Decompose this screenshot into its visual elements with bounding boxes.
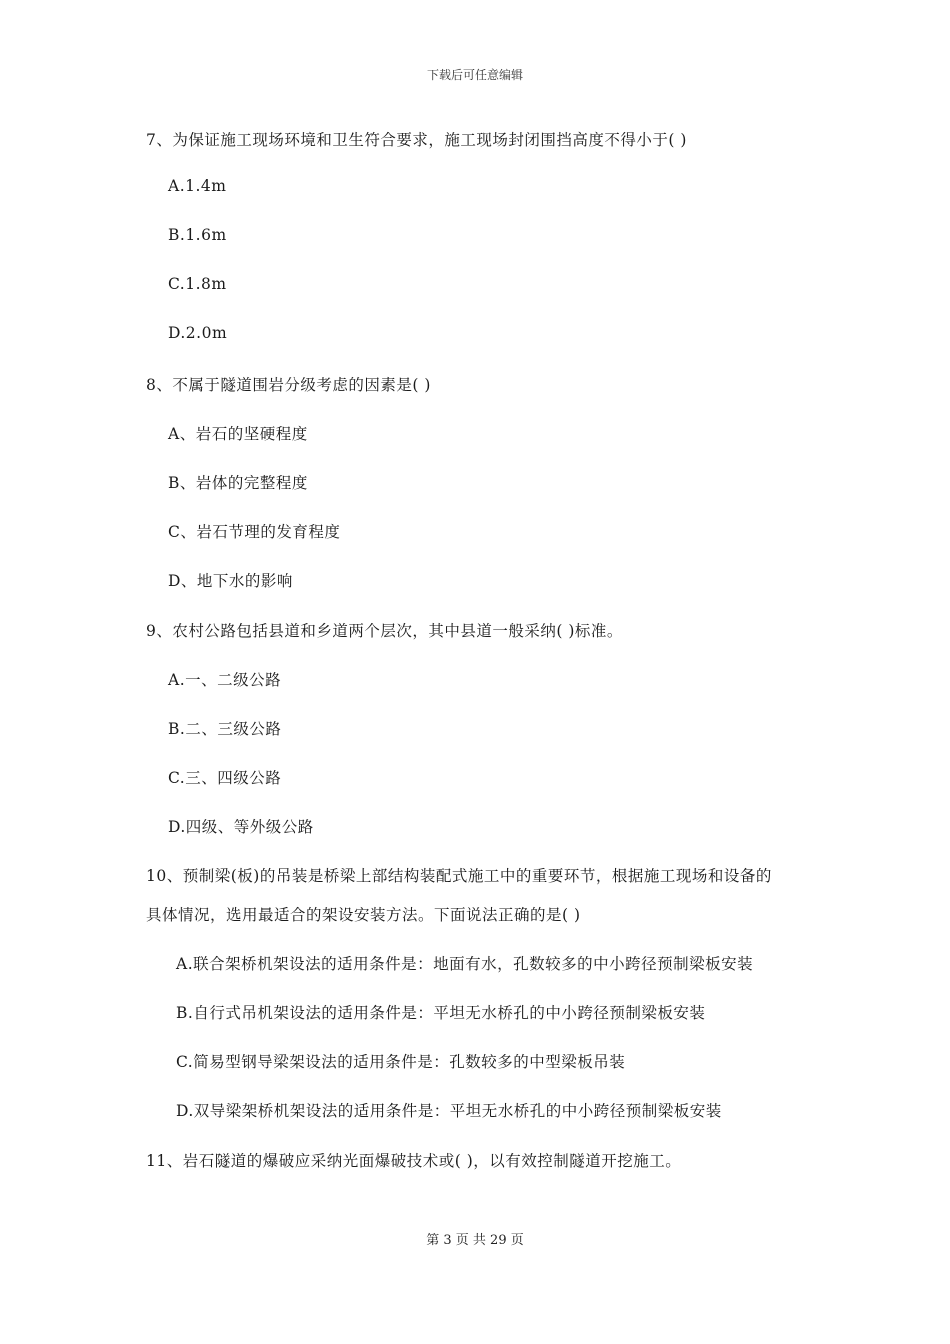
question-7-option-c: C.1.8m — [168, 275, 227, 293]
question-9-option-d: D.四级、等外级公路 — [168, 818, 314, 836]
question-10-option-b: B.自行式吊机架设法的适用条件是：平坦无水桥孔的中小跨径预制梁板安装 — [176, 1004, 706, 1022]
question-8-option-d: D、地下水的影响 — [168, 572, 293, 590]
question-11-stem: 11、岩石隧道的爆破应采纳光面爆破技术或( )，以有效控制隧道开挖施工。 — [146, 1152, 682, 1170]
question-10-stem-line-1: 10、预制梁(板)的吊装是桥梁上部结构装配式施工中的重要环节，根据施工现场和设备的 — [146, 867, 772, 885]
question-8-option-a: A、岩石的坚硬程度 — [168, 425, 308, 443]
question-10-stem-line-2: 具体情况，选用最适合的架设安装方法。下面说法正确的是( ) — [146, 906, 581, 924]
question-8-option-b: B、岩体的完整程度 — [168, 474, 308, 492]
question-7-option-d: D.2.0m — [168, 324, 228, 342]
question-8-stem: 8、不属于隧道围岩分级考虑的因素是( ) — [146, 376, 431, 394]
question-10-option-c: C.简易型钢导梁架设法的适用条件是：孔数较多的中型梁板吊装 — [176, 1053, 626, 1071]
question-9-option-c: C.三、四级公路 — [168, 769, 282, 787]
question-7-option-a: A.1.4m — [168, 177, 227, 195]
question-7-stem: 7、为保证施工现场环境和卫生符合要求，施工现场封闭围挡高度不得小于( ) — [146, 131, 687, 149]
question-10-option-a: A.联合架桥机架设法的适用条件是：地面有水，孔数较多的中小跨径预制梁板安装 — [176, 955, 754, 973]
question-9-option-b: B.二、三级公路 — [168, 720, 282, 738]
page-footer: 第 3 页 共 29 页 — [426, 1233, 524, 1248]
question-10-option-d: D.双导梁架桥机架设法的适用条件是：平坦无水桥孔的中小跨径预制梁板安装 — [176, 1102, 722, 1120]
page-header: 下载后可任意编辑 — [426, 68, 523, 82]
question-9-option-a: A.一、二级公路 — [168, 671, 282, 689]
question-9-stem: 9、农村公路包括县道和乡道两个层次，其中县道一般采纳( )标准。 — [146, 622, 623, 640]
question-8-option-c: C、岩石节理的发育程度 — [168, 523, 341, 541]
question-7-option-b: B.1.6m — [168, 226, 227, 244]
